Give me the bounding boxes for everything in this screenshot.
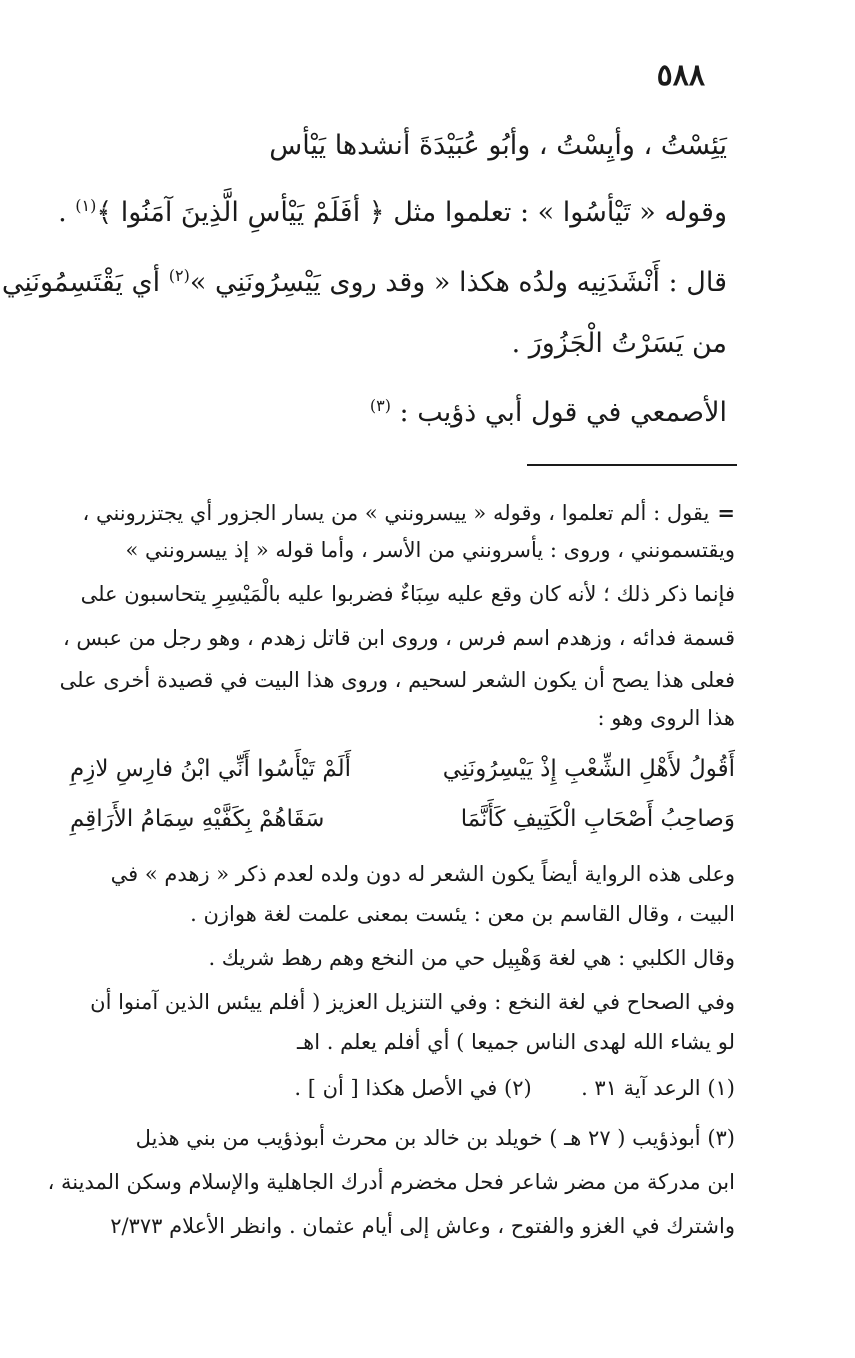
page-number: ٥٨٨ <box>656 58 705 93</box>
footnote-line-3: فإنما ذكر ذلك ؛ لأنه كان وقع عليه سِبَاءٌ فضربوا عليه بالْمَيْسِرِ يتحاسبون على <box>80 582 735 606</box>
verse-line-2 <box>70 806 735 836</box>
footnote-after-line-5: لو يشاء الله لهدى الناس جميعا ) أي أفلم يعلم . اهـ <box>296 1030 735 1054</box>
footnote-after-line-3: وقال الكلبي : هي لغة وَهْبِيل حي من النخع وهم رهط شريك . <box>208 946 735 970</box>
footnote-line-5: فعلى هذا يصح أن يكون الشعر لسحيم ، وروى هذا البيت في قصيدة أخرى على <box>59 668 735 692</box>
footnote-divider <box>527 464 737 466</box>
verse-2-second-hemistich: سَقَاهُمْ بِكَفَّيْهِ سِمَامُ الأَرَاقِمِ <box>70 806 325 832</box>
main-line-4: من يَسَرْتُ الْجَزُورَ . <box>511 328 727 359</box>
main-line-3: قال : أَنْشَدَنِيه ولدُه هكذا « وقد روى يَيْسِرُونَنِي »$^{(٢)}$ أي يَقْتَسِمُونَنِي <box>1 266 727 298</box>
footnote-after-line-2: البيت ، وقال القاسم بن معن : يئست بمعنى علمت لغة هوازن . <box>190 902 735 926</box>
footnote-line-1: =يقول : ألم تعلموا ، وقوله « ييسرونني » من يسار الجزور أي يجتزرونني ، <box>82 500 735 525</box>
footnote-1: (١) الرعد آية ٣١ . <box>581 1076 735 1100</box>
footnote-ref-1: (١) <box>75 196 97 215</box>
footnote-after-line-1: وعلى هذه الرواية أيضاً يكون الشعر له دون ولده لعدم ذكر « زهدم » في <box>110 862 735 886</box>
verse-line-1 <box>70 756 735 786</box>
footnote-3-line-2: ابن مدركة من مضر شاعر فحل مخضرم أدرك الجاهلية والإسلام وسكن المدينة ، <box>47 1170 735 1194</box>
footnote-ref-2: (٢) <box>168 266 190 285</box>
footnote-line-4: قسمة فدائه ، وزهدم اسم فرس ، وروى ابن قاتل زهدم ، وهو رجل من عبس ، <box>62 626 735 650</box>
footnotes-row <box>70 1076 735 1101</box>
footnote-2: (٢) في الأصل هكذا [ أن ] . <box>294 1076 532 1100</box>
verse-1-first-hemistich: أَقُولُ لأَهْلِ الشِّعْبِ إِذْ يَيْسِرُونَنِي <box>442 756 735 782</box>
verse-2-first-hemistich: وَصاحِبُ أَصْحَابِ الْكَتِيفِ كَأَنَّمَا <box>460 806 735 832</box>
main-line-1: يَئِسْتُ ، وأيِسْتُ ، وأبُو عُبَيْدَةَ أنشدها يَيْأس <box>269 130 727 161</box>
footnote-after-line-4: وفي الصحاح في لغة النخع : وفي التنزيل العزيز ( أفلم ييئس الذين آمنوا أن <box>90 990 735 1014</box>
footnote-ref-3: (٣) <box>369 396 391 415</box>
footnote-line-6: هذا الروى وهو : <box>597 706 735 730</box>
footnote-3-line-1: (٣) أبوذؤيب ( ٢٧ هـ ) خويلد بن خالد بن محرث أبوذؤيب من بني هذيل <box>135 1126 735 1150</box>
main-line-5: الأصمعي في قول أبي ذؤيب : $^{(٣)}$ <box>369 396 727 428</box>
footnote-3-line-3: واشترك في الغزو والفتوح ، وعاش إلى أيام عثمان . وانظر الأعلام ٢/٣٧٣ <box>110 1214 735 1238</box>
continuation-mark: = <box>717 500 735 525</box>
footnote-line-2: ويقتسمونني ، وروى : يأسرونني من الأسر ، وأما قوله « إذ ييسرونني » <box>125 538 735 562</box>
verse-1-second-hemistich: أَلَمْ تَيْأَسُوا أَنِّي ابْنُ فارِسِ لازِمِ <box>70 756 352 782</box>
main-line-2: وقوله « تَيْأسُوا » : تعلموا مثل ﴿ أفَلَمْ يَيْأسِ الَّذِينَ آمَنُوا ﴾$^{(١)}$ . <box>58 196 727 228</box>
